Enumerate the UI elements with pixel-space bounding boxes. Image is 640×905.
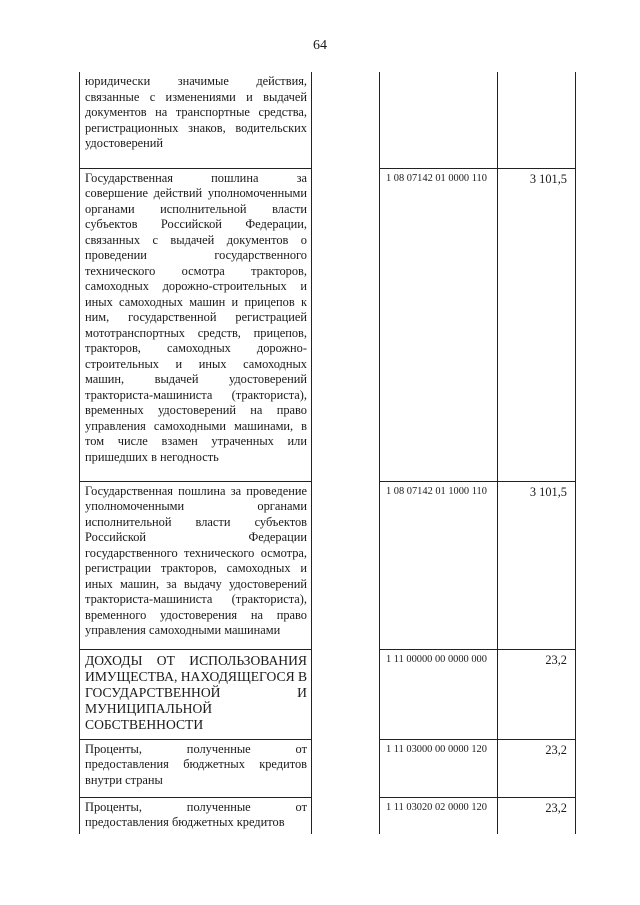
table-body bbox=[80, 72, 576, 834]
text-line: Российской Федерации bbox=[85, 530, 307, 544]
budget-code bbox=[380, 72, 497, 75]
text-line: МУНИЦИПАЛЬНОЙ bbox=[85, 701, 213, 717]
text-line: государственного технического осмотра, bbox=[85, 545, 307, 560]
text-line: СОБСТВЕННОСТИ bbox=[85, 717, 204, 733]
text-line: ним, государственной регистрацией bbox=[85, 310, 307, 324]
amount-cell bbox=[498, 481, 576, 649]
text-line: строительных и иных самоходных bbox=[85, 356, 307, 371]
text-line: технического осмотра тракторов, bbox=[85, 263, 307, 278]
amount-value: 3 101,5 bbox=[529, 171, 567, 186]
amount-cell bbox=[498, 739, 576, 797]
text-line: управления самоходными машинами bbox=[85, 623, 281, 637]
text-line: Проценты, полученные от bbox=[85, 799, 307, 814]
budget-code-cell bbox=[380, 481, 498, 649]
text-line: юридически значимые действия, bbox=[85, 74, 307, 88]
text-line: иных самоходных машин и прицепов к bbox=[85, 294, 307, 309]
table-row bbox=[80, 797, 576, 834]
revenue-name-cell bbox=[80, 739, 312, 797]
text-line: мототранспортных средств, прицепов, bbox=[85, 325, 307, 340]
budget-code-cell bbox=[380, 739, 498, 797]
budget-code-cell bbox=[380, 168, 498, 481]
empty-cell bbox=[312, 72, 380, 168]
empty-cell bbox=[312, 649, 380, 739]
text-line: иных машин, за выдачу удостоверений bbox=[85, 576, 307, 591]
text-line: Государственная пошлина за bbox=[85, 170, 307, 185]
text-line: проведении государственного bbox=[85, 248, 307, 262]
budget-revenue-table bbox=[79, 72, 576, 834]
amount-cell bbox=[498, 797, 576, 834]
text-line: тракториста-машиниста (тракториста), bbox=[85, 387, 307, 402]
table-row bbox=[80, 649, 576, 739]
budget-code: 1 08 07142 01 1000 110 bbox=[386, 485, 487, 497]
text-line: регистрационных знаков, водительских bbox=[85, 120, 307, 135]
amount-value: 23,2 bbox=[545, 652, 567, 667]
text-line: внутри страны bbox=[85, 772, 163, 787]
table-row bbox=[80, 168, 576, 481]
amount-cell bbox=[498, 168, 576, 481]
text-line: Государственная пошлина за проведение bbox=[85, 483, 307, 498]
text-line: тракториста-машиниста (тракториста), bbox=[85, 592, 307, 606]
revenue-name-text bbox=[80, 169, 311, 469]
text-line: Проценты, полученные от bbox=[85, 741, 307, 756]
text-line: тракторов, самоходных дорожно- bbox=[85, 341, 307, 355]
page-number: 64 bbox=[313, 38, 327, 53]
empty-cell bbox=[312, 481, 380, 649]
text-line: управления самоходными машинами, в bbox=[85, 418, 307, 433]
text-line: совершение действий уполномоченными bbox=[85, 186, 307, 200]
budget-code-cell bbox=[380, 797, 498, 834]
revenue-name-cell bbox=[80, 481, 312, 649]
table-row bbox=[80, 481, 576, 649]
amount-value: 23,2 bbox=[545, 742, 567, 757]
text-line: том числе взамен утраченных или bbox=[85, 434, 307, 448]
text-line: органами исполнительной власти bbox=[85, 201, 307, 216]
amount-value: 23,2 bbox=[545, 800, 567, 815]
text-line: регистрации тракторов, самоходных и bbox=[85, 561, 307, 575]
revenue-name-cell bbox=[80, 168, 312, 481]
amount-value bbox=[498, 72, 575, 75]
text-line: субъектов Российской Федерации, bbox=[85, 217, 307, 231]
text-line: документов на транспортные средства, bbox=[85, 105, 307, 119]
text-line: удостоверений bbox=[85, 136, 164, 150]
revenue-name-text bbox=[80, 740, 311, 792]
text-line: самоходных дорожно-строительных и bbox=[85, 279, 307, 293]
empty-cell bbox=[312, 739, 380, 797]
revenue-name-cell bbox=[80, 72, 312, 168]
budget-code-cell bbox=[380, 649, 498, 739]
budget-code: 1 11 00000 00 0000 000 bbox=[386, 653, 487, 665]
revenue-name-text bbox=[80, 72, 311, 155]
text-line: ГОСУДАРСТВЕННОЙ И bbox=[85, 684, 307, 700]
amount-cell bbox=[498, 72, 576, 168]
table-row bbox=[80, 72, 576, 168]
empty-cell bbox=[312, 797, 380, 834]
amount-cell bbox=[498, 649, 576, 739]
budget-code: 1 11 03020 02 0000 120 bbox=[386, 801, 487, 813]
table-row bbox=[80, 739, 576, 797]
budget-code-cell bbox=[380, 72, 498, 168]
revenue-name-text bbox=[80, 798, 311, 834]
text-line: ИМУЩЕСТВА, НАХОДЯЩЕГОСЯ В bbox=[85, 668, 308, 684]
budget-code: 1 08 07142 01 0000 110 bbox=[386, 172, 487, 184]
text-line: уполномоченными органами bbox=[85, 499, 307, 513]
text-line: связанные с изменениями и выдачей bbox=[85, 89, 307, 104]
budget-code: 1 11 03000 00 0000 120 bbox=[386, 743, 487, 755]
text-line: машин, выдачей удостоверений bbox=[85, 372, 307, 386]
text-line: предоставления бюджетных кредитов bbox=[85, 815, 285, 829]
revenue-name-text bbox=[80, 650, 311, 737]
text-line: временного удостоверения на право bbox=[85, 607, 307, 622]
text-line: пришедших в негодность bbox=[85, 449, 219, 464]
amount-value: 3 101,5 bbox=[529, 484, 567, 499]
text-line: ДОХОДЫ ОТ ИСПОЛЬЗОВАНИЯ bbox=[85, 652, 307, 668]
text-line: связанных с выдачей документов о bbox=[85, 232, 307, 247]
revenue-name-text bbox=[80, 482, 311, 642]
text-line: предоставления бюджетных кредитов bbox=[85, 757, 307, 771]
empty-cell bbox=[312, 168, 380, 481]
text-line: временных удостоверений на право bbox=[85, 403, 307, 417]
revenue-name-cell bbox=[80, 649, 312, 739]
text-line: исполнительной власти субъектов bbox=[85, 514, 307, 529]
revenue-name-cell bbox=[80, 797, 312, 834]
